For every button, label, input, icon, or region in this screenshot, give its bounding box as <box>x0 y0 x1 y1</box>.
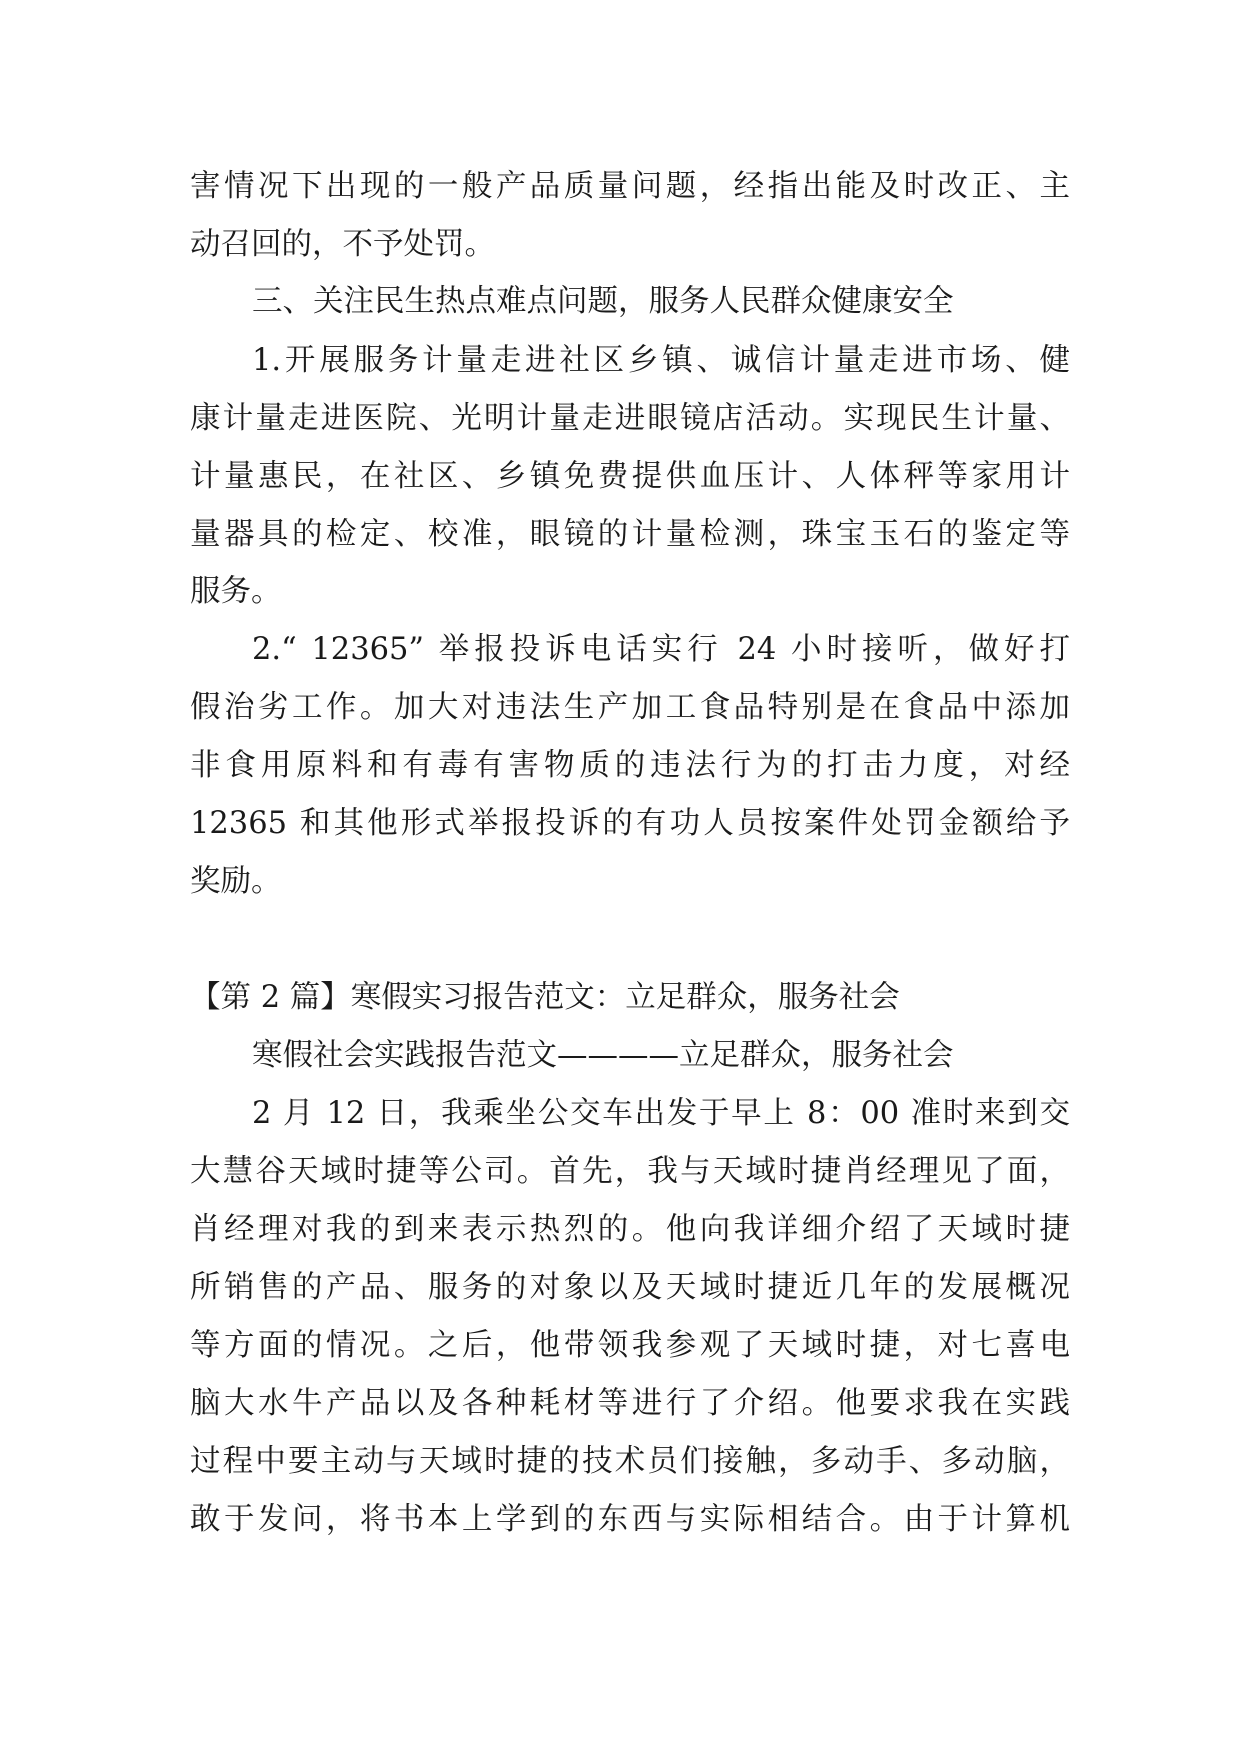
article-subtitle: 寒假社会实践报告范文————立足群众，服务社会 <box>252 1038 954 1073</box>
body-text-line: 奖励。 <box>190 864 282 899</box>
body-text-line: 敢于发问，将书本上学到的东西与实际相结合。由于计算机 <box>190 1502 1070 1537</box>
section-heading: 三、关注民生热点难点问题，服务人民群众健康安全 <box>252 284 954 319</box>
body-text-line: 大慧谷天域时捷等公司。首先，我与天域时捷肖经理见了面， <box>190 1154 1070 1189</box>
body-text-line: 脑大水牛产品以及各种耗材等进行了介绍。他要求我在实践 <box>190 1386 1070 1421</box>
body-text-line: 肖经理对我的到来表示热烈的。他向我详细介绍了天域时捷 <box>190 1212 1070 1247</box>
article-title: 【第 2 篇】寒假实习报告范文：立足群众，服务社会 <box>190 980 900 1015</box>
body-text-line: 假治劣工作。加大对违法生产加工食品特别是在食品中添加 <box>190 690 1070 725</box>
body-text-line: 12365 和其他形式举报投诉的有功人员按案件处罚金额给予 <box>190 806 1070 841</box>
body-text-line: 动召回的，不予处罚。 <box>190 227 495 262</box>
body-text-line: 等方面的情况。之后，他带领我参观了天域时捷，对七喜电 <box>190 1328 1070 1363</box>
body-text-line: 过程中要主动与天域时捷的技术员们接触，多动手、多动脑， <box>190 1444 1070 1479</box>
body-text-line: 害情况下出现的一般产品质量问题，经指出能及时改正、主 <box>190 169 1070 204</box>
body-text-line: 非食用原料和有毒有害物质的违法行为的打击力度，对经 <box>190 748 1070 783</box>
body-text-line: 所销售的产品、服务的对象以及天域时捷近几年的发展概况 <box>190 1270 1070 1305</box>
body-text-line: 1.开展服务计量走进社区乡镇、诚信计量走进市场、健 <box>252 343 1070 378</box>
body-text-line: 2.“ 12365” 举报投诉电话实行 24 小时接听，做好打 <box>252 632 1070 667</box>
body-text-line: 服务。 <box>190 574 282 609</box>
body-text-line: 计量惠民，在社区、乡镇免费提供血压计、人体秤等家用计 <box>190 459 1070 494</box>
body-text-line: 量器具的检定、校准，眼镜的计量检测，珠宝玉石的鉴定等 <box>190 517 1070 552</box>
body-text-line: 康计量走进医院、光明计量走进眼镜店活动。实现民生计量、 <box>190 401 1070 436</box>
body-text-line: 2 月 12 日，我乘坐公交车出发于早上 8：00 准时来到交 <box>252 1096 1070 1131</box>
